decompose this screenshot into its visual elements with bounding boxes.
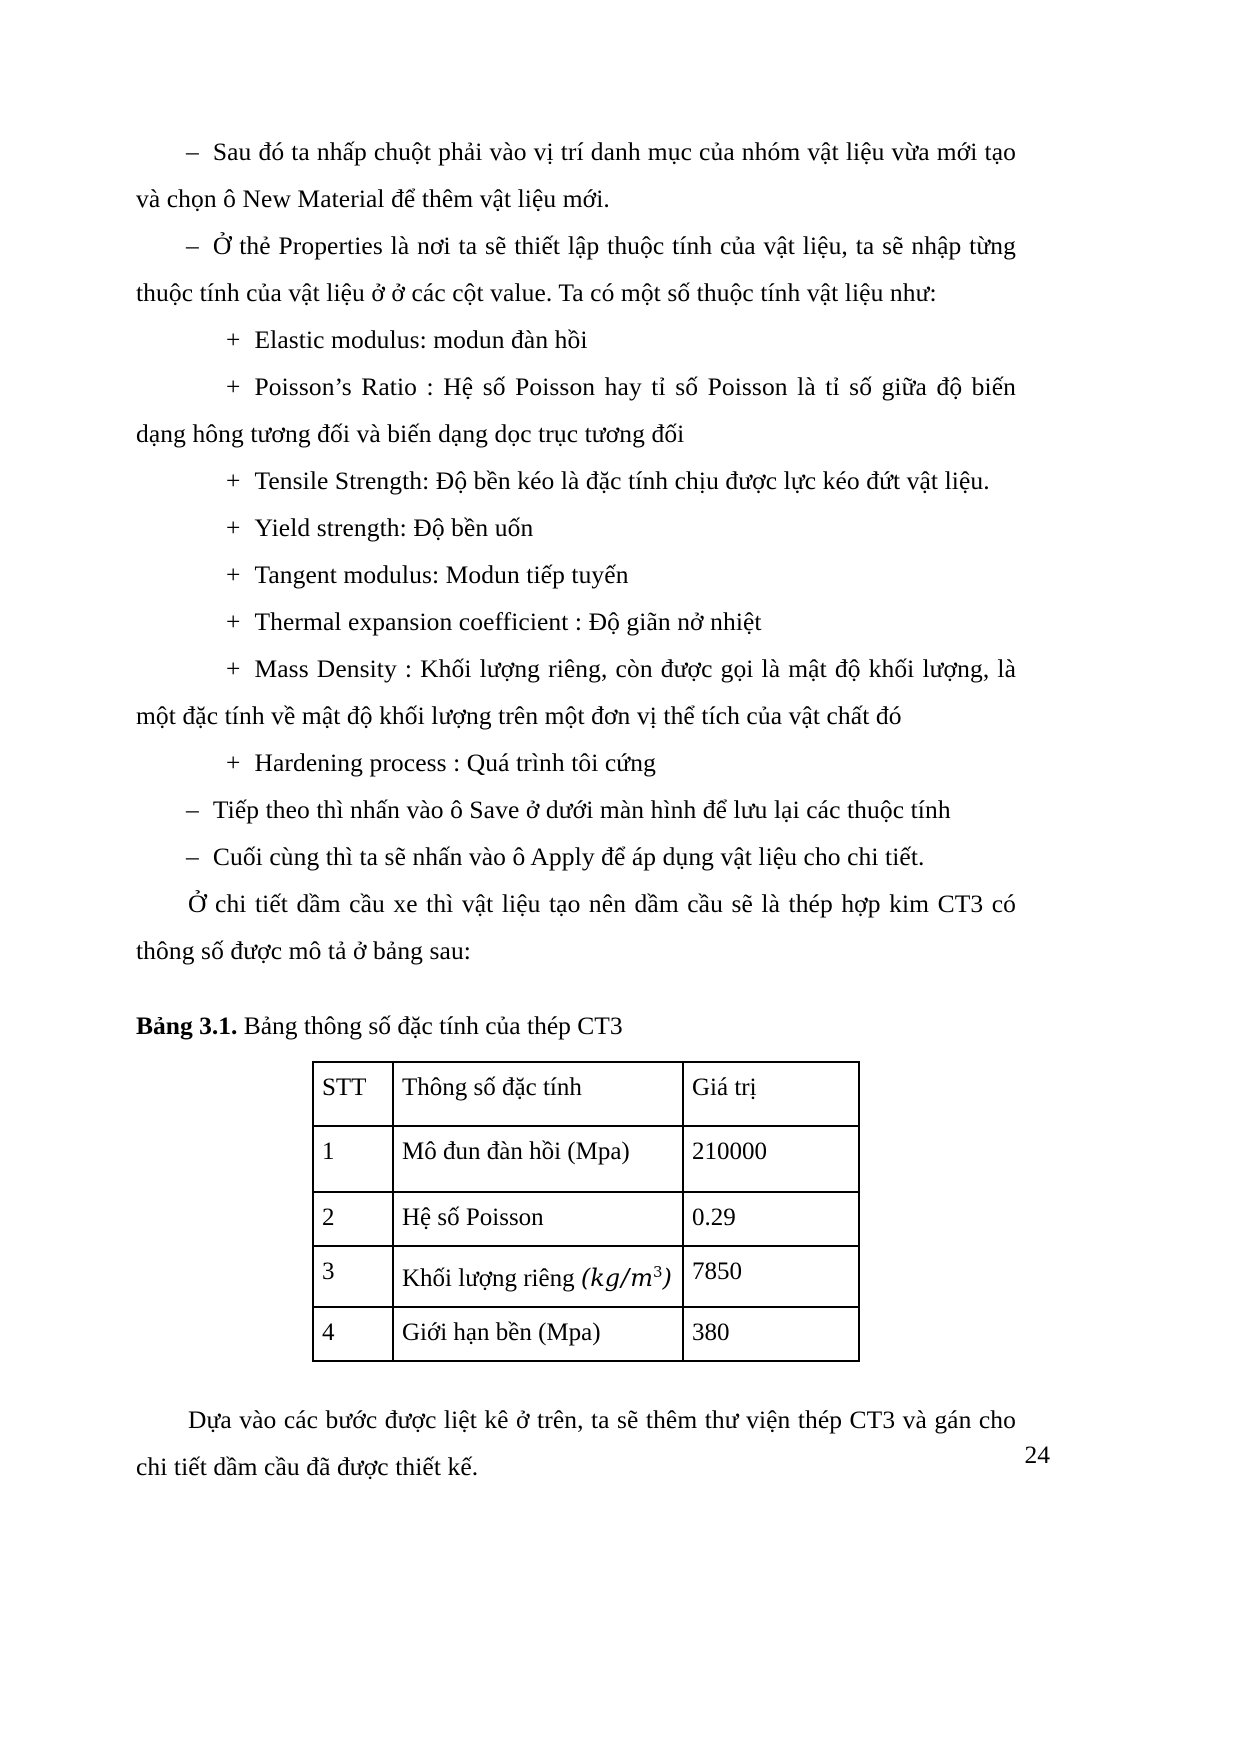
plus-marker-6: + bbox=[226, 607, 241, 636]
property-item-poissons-ratio-text: Poisson’s Ratio : Hệ số Poisson hay tỉ số Poisson là tỉ số giữa độ biến dạng hông tương đối và biến dạng dọc trục tương đối bbox=[136, 372, 1016, 448]
dash-marker-4: – bbox=[186, 842, 199, 871]
table-cell-value: 7850 bbox=[683, 1246, 859, 1307]
table-header-property: Thông số đặc tính bbox=[393, 1062, 683, 1126]
plus-marker-5: + bbox=[226, 560, 241, 589]
paragraph-step-2 bbox=[136, 222, 1016, 316]
specification-table bbox=[312, 1061, 860, 1362]
table-cell-property: Hệ số Poisson bbox=[393, 1192, 683, 1246]
plus-marker-7: + bbox=[226, 654, 241, 683]
table-caption-label: Bảng 3.1. bbox=[136, 1011, 238, 1040]
table-row bbox=[313, 1126, 859, 1192]
table-header-value: Giá trị bbox=[683, 1062, 859, 1126]
table-cell-value: 0.29 bbox=[683, 1192, 859, 1246]
property-item-tangent-modulus-text: Tangent modulus: Modun tiếp tuyến bbox=[254, 560, 629, 589]
table-cell-stt: 4 bbox=[313, 1307, 393, 1361]
paragraph-closing: Dựa vào các bước được liệt kê ở trên, ta sẽ thêm thư viện thép CT3 và gán cho chi tiết dầm cầu đã được thiết kế. bbox=[136, 1405, 1016, 1481]
paragraph-step-2-text: Ở thẻ Properties là nơi ta sẽ thiết lập thuộc tính của vật liệu, ta sẽ nhập từng thuộc tính của vật liệu ở ở các cột value. Ta có một số thuộc tính vật liệu như: bbox=[136, 231, 1016, 307]
page-number: 24 bbox=[1024, 1440, 1050, 1469]
property-item-hardening-process bbox=[136, 739, 1016, 786]
dash-marker-1: – bbox=[186, 137, 199, 166]
document-body bbox=[136, 128, 1016, 1490]
property-item-tensile-strength-text: Tensile Strength: Độ bền kéo là đặc tính chịu được lực kéo đứt vật liệu. bbox=[254, 466, 990, 495]
plus-marker-3: + bbox=[226, 466, 241, 495]
table-cell-property-text: Khối lượng riêng bbox=[402, 1265, 575, 1292]
property-item-mass-density bbox=[136, 645, 1016, 739]
property-item-tangent-modulus bbox=[136, 551, 1016, 598]
plus-marker-8: + bbox=[226, 748, 241, 777]
table-cell-stt: 2 bbox=[313, 1192, 393, 1246]
paragraph-step-1 bbox=[136, 128, 1016, 222]
table-header-stt: STT bbox=[313, 1062, 393, 1126]
dash-marker-2: – bbox=[186, 231, 199, 260]
property-item-elastic-modulus bbox=[136, 316, 1016, 363]
paragraph-step-apply-text: Cuối cùng thì ta sẽ nhấn vào ô Apply để áp dụng vật liệu cho chi tiết. bbox=[212, 842, 925, 871]
table-caption-text: Bảng thông số đặc tính của thép CT3 bbox=[243, 1011, 623, 1040]
unit-density-math: $(kg/m^3)$ bbox=[580, 1263, 672, 1292]
table-cell-value: 380 bbox=[683, 1307, 859, 1361]
paragraph-step-1-text: Sau đó ta nhấp chuột phải vào vị trí danh mục của nhóm vật liệu vừa mới tạo và chọn ô New Material để thêm vật liệu mới. bbox=[136, 137, 1016, 213]
property-item-thermal-expansion bbox=[136, 598, 1016, 645]
table-cell-property: Mô đun đàn hồi (Mpa) bbox=[393, 1126, 683, 1192]
paragraph-step-save bbox=[136, 786, 1016, 833]
table-row bbox=[313, 1192, 859, 1246]
table-header-row bbox=[313, 1062, 859, 1126]
property-item-yield-strength-text: Yield strength: Độ bền uốn bbox=[254, 513, 534, 542]
table-cell-value: 210000 bbox=[683, 1126, 859, 1192]
property-item-hardening-process-text: Hardening process : Quá trình tôi cứng bbox=[254, 748, 656, 777]
property-item-poissons-ratio bbox=[136, 363, 1016, 457]
table-row bbox=[313, 1246, 859, 1307]
property-item-mass-density-text: Mass Density : Khối lượng riêng, còn được gọi là mật độ khối lượng, là một đặc tính về mật độ khối lượng trên một đơn vị thể tích của vật chất đó bbox=[136, 654, 1016, 730]
dash-marker-3: – bbox=[186, 795, 199, 824]
table-caption bbox=[136, 1002, 1016, 1049]
plus-marker-2: + bbox=[226, 372, 241, 401]
table-cell-property bbox=[393, 1246, 683, 1307]
property-item-thermal-expansion-text: Thermal expansion coefficient : Độ giãn nở nhiệt bbox=[254, 607, 762, 636]
property-item-tensile-strength bbox=[136, 457, 1016, 504]
table-row bbox=[313, 1307, 859, 1361]
plus-marker-1: + bbox=[226, 325, 241, 354]
plus-marker-4: + bbox=[226, 513, 241, 542]
table-cell-property: Giới hạn bền (Mpa) bbox=[393, 1307, 683, 1361]
property-item-yield-strength bbox=[136, 504, 1016, 551]
paragraph-step-apply bbox=[136, 833, 1016, 880]
table-cell-stt: 1 bbox=[313, 1126, 393, 1192]
paragraph-step-save-text: Tiếp theo thì nhấn vào ô Save ở dưới màn hình để lưu lại các thuộc tính bbox=[212, 795, 951, 824]
paragraph-material-intro: Ở chi tiết dầm cầu xe thì vật liệu tạo nên dầm cầu sẽ là thép hợp kim CT3 có thông số được mô tả ở bảng sau: bbox=[136, 889, 1016, 965]
table-cell-stt: 3 bbox=[313, 1246, 393, 1307]
property-item-elastic-modulus-text: Elastic modulus: modun đàn hồi bbox=[254, 325, 588, 354]
